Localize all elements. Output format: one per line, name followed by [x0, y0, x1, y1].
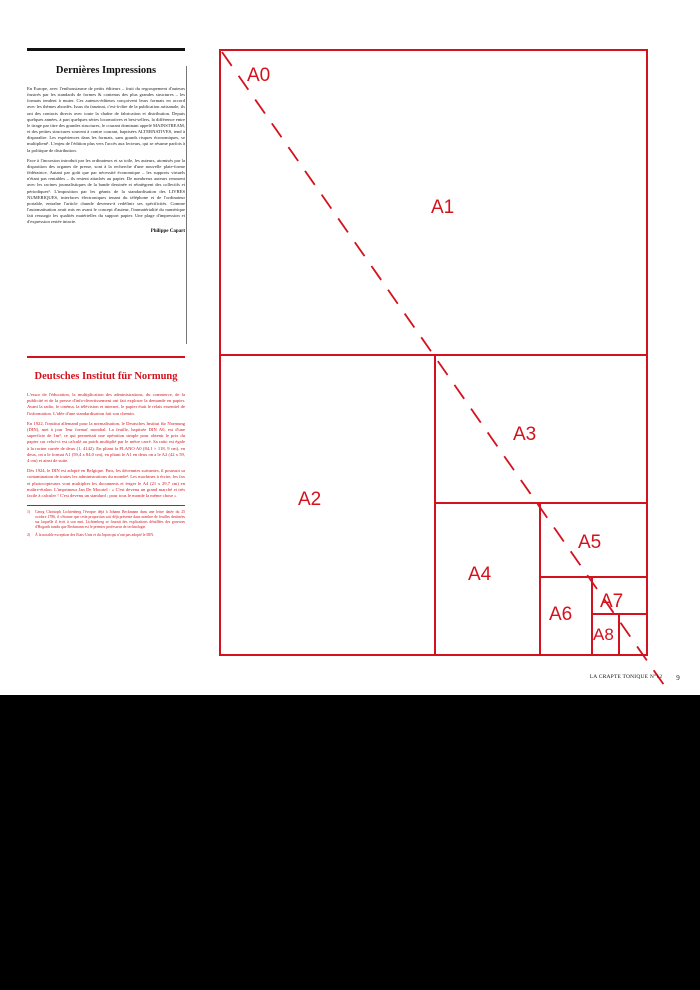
- label-a4: A4: [468, 564, 492, 585]
- label-a6: A6: [549, 604, 573, 625]
- paragraph: En 1922, l'institut allemand pour la normalisation, le Deutsches Institut für Normung (DIN), met à jour 'leur format' mondial. La feuille, baptisée DIN A0, est d'une superficie de 1m², ce qui permettait une opération simple pour obtenir le prix du papier car celui-ci est calculé au poids multiplié par le mètre carré. Sa ratio est égale à la racine carrée de deux (1, 4142). En pliant la PLANO A0 (84,1 × 118, 9 cm), en deux, on a le format A1 (59,4 x 84,0 cm), en pliant le A1 en deux on a le A2 (42 x 59, 4 cm) et ainsi de suite.: [27, 420, 185, 464]
- article-title: Deutsches Institut für Normung: [34, 371, 178, 382]
- paragraph: Face à l'incursion introduit par les ordinateurs et sa toile, les auteurs, atomisés par la disparition des organes de presse, sont à la recherche d'une nouvelle plate-forme fédératrice. Autant par goût que par nécessité économique – les supports virtuels n'étant pas rentables – ils restent attachés au papier. De nombreux auteurs renouent avec les racines journalistiques de la bande dessinée et réintègrent des collectifs et périodiques². L'imposition par les géants de la standardisation des LIVRES NUMERIQUES, interfaces électroniques tenant du téléphone et de l'ordinateur portable, entraîne l'article chunde devenez-à redéfinir ses spécificités. Comme l'automatisation avait mis en avant le concept d'auteur, l'immatérialité du numérique fait ressurgir les qualités matérielles du support papier. Une plage d'impression et d'expression restée intacte.: [27, 157, 185, 225]
- diagonal-dashed-line: [222, 52, 664, 685]
- magazine-name: LA CRAPTE TONIQUE N°12: [589, 674, 663, 680]
- page-number: 9: [676, 674, 680, 682]
- page-footer: [555, 674, 680, 682]
- footnote-number: 1): [27, 510, 31, 515]
- label-a8: A8: [593, 625, 614, 644]
- paragraph: L'essor de l'éducation, la multiplication des administrations, du commerce, de la publicité et de la presse d'info-divertissement ont fait exploser la demande en papier. Avant la radio, le cinéma, la télévision et internet, le papier était le relais essentiel de l'information. L'idée d'une standardisation fait son chemin.: [27, 392, 185, 416]
- label-a2: A2: [298, 489, 322, 510]
- label-a7: A7: [600, 591, 624, 612]
- paragraph: En Europe, avec l'enthousiasme de petits éditeurs – fruit du regroupement d'auteurs frustrés par les standards de formes & contenus des plus grandes structures – les formats tendent à muter. Ces auteurs-éditeurs conçoivent leurs formats en accord avec les thèmes abordés. Issus du fanzinat, c'est-à-dire de la publication artisanale, ils ont des contacts directs avec toute la chaîne de fabrication et distribution. Depuis quelques années, à part quelques séries locomotives et best-sellers, la différence entre le tirage par titre des grandes structures, le courant dominant appelé MAINSTREAM, et des petites structures souvent à contre courant, baptisées ALTERNATIVES, tend à disparaître. Les expériences dans les formats, sans grands risques économiques, se multiplient¹. L'enjeu de l'édition plus vers l'accès aux lecteurs, qui se résume parfois à la politique de distribution.: [27, 86, 185, 153]
- label-a1: A1: [431, 197, 455, 218]
- author-signature: Philippe Capart: [150, 229, 185, 235]
- label-a0: A0: [247, 65, 271, 86]
- footnote-text: À la notable exception des Etats-Unis et du Japon qui n'ont pas adopté le DIN.: [35, 533, 155, 538]
- paragraph: Dès 1924, le DIN est adopté en Belgique. Puis, les décennies suivantes, il poursuit sa contamination de toutes les administrations du monde². Les machines à écrire, les fax et photocopieuses vont multiplier les documents et ériger le A4 (21 x 29,7 cm) en maître-étalon. L'imprimeur Jan De Moortel : « C'est devenu un grand marché et très facile à calculer ! C'est devenu un standard ; pour tous le monde la même chose »: [27, 468, 185, 499]
- footnote-text: Georg Christoph Lichtenberg l'évoque déjà à Johann Beckmann dans une lettre datée du 25 octobre 1786, il s'étonne que cette proportion soit déjà présente dans nombre de feuilles destinées sur laquelle il écrit à son ami. Lichtenberg se fournit des explications détaillées des gravures d'Hogarth tandis que Beckmann est le premier professeur de technologie.: [35, 510, 185, 530]
- a0-frame: [220, 50, 647, 655]
- footnote-number: 2): [27, 533, 31, 538]
- article-title: Dernières Impressions: [55, 65, 157, 76]
- label-a3: A3: [513, 424, 537, 445]
- label-a5: A5: [578, 532, 602, 553]
